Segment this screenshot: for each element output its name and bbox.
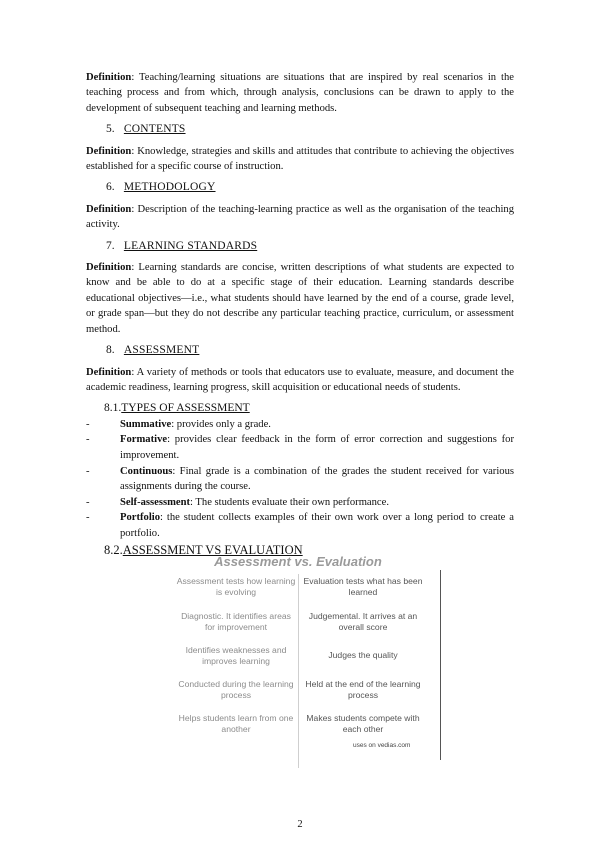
figure-border: [440, 570, 442, 760]
figure-title: Assessment vs. Evaluation: [214, 554, 382, 569]
assessment-definition: [86, 365, 514, 396]
intro-definition: [86, 70, 514, 116]
list-item: [86, 510, 514, 541]
section-title: METHODOLOGY: [123, 181, 216, 194]
definition-label: Definition: [86, 366, 132, 378]
figure-divider: [298, 574, 299, 768]
section-title: LEARNING STANDARDS: [123, 239, 258, 252]
subsection-title: TYPES OF ASSESSMENT: [121, 402, 250, 415]
assessment-type-desc: : provides only a grade.: [171, 418, 271, 430]
list-dash: -: [86, 496, 90, 508]
subsection-title: ASSESSMENT VS EVALUATION: [122, 543, 303, 558]
assessment-type-desc: : The students evaluate their own performance.: [190, 496, 389, 508]
list-item: [86, 432, 514, 463]
list-dash: -: [86, 434, 90, 446]
definition-text: : Knowledge, strategies and skills and attitudes that contribute to achieving the objectives established for a specific course of instruction.: [86, 145, 514, 173]
list-dash: -: [86, 418, 90, 430]
section-heading-methodology: [106, 180, 514, 195]
definition-label: Definition: [86, 203, 132, 215]
assessment-cell: Conducted during the learning process: [178, 679, 294, 700]
section-number: 6.: [106, 181, 115, 194]
section-number: 7.: [106, 239, 115, 252]
list-item: [86, 495, 514, 511]
assessment-types-list: [86, 417, 514, 542]
section-number: 8.: [106, 344, 115, 357]
assessment-type-term: Summative: [120, 418, 172, 430]
evaluation-cell: Judgemental. It arrives at an overall score: [308, 611, 418, 632]
list-dash: -: [86, 465, 90, 477]
assessment-type-term: Self-assessment: [120, 496, 191, 508]
list-dash: -: [86, 512, 90, 524]
definition-label: Definition: [86, 262, 132, 274]
section-heading-contents: [106, 122, 514, 137]
evaluation-cell: Makes students compete with each other: [306, 713, 420, 734]
assessment-vs-evaluation-figure: [173, 548, 441, 780]
contents-definition: [86, 144, 514, 175]
assessment-type-term: Portfolio: [120, 512, 161, 524]
subsection-number: 8.2.: [104, 543, 123, 558]
definition-text: : Learning standards are concise, written descriptions of what students are expected to know and be able to do at a specific stage of their education. Learning standards describe educational objectives—i.e., what students should have learned by the end of a course, grade level, or grade span—but they do not describe any particular teaching practice, curriculum, or assessment method.: [86, 262, 514, 335]
learning-standards-definition: [86, 260, 514, 337]
section-number: 5.: [106, 123, 115, 136]
list-item: [86, 417, 514, 433]
subsection-number: 8.1.: [104, 402, 122, 415]
assessment-type-desc: : the student collects examples of their own work over a long period to create a portfolio.: [120, 512, 514, 539]
subsection-heading-types: [104, 401, 514, 416]
assessment-cell: Assessment tests how learning is evolving: [176, 576, 296, 597]
page-number: 2: [297, 819, 303, 830]
definition-text: : Teaching/learning situations are situations that are inspired by real scenarios in the teaching process and from which, through analysis, conclusions can be drawn to apply to the development of subsequent teaching and learning methods.: [86, 72, 514, 114]
section-title: ASSESSMENT: [123, 344, 200, 357]
assessment-type-desc: : Final grade is a combination of the grades the student received for various assignments during the course.: [120, 465, 514, 493]
assessment-cell: Diagnostic. It identifies areas for improvement: [181, 611, 291, 632]
assessment-cell: Identifies weaknesses and improves learning: [185, 645, 287, 666]
definition-text: : A variety of methods or tools that educators use to evaluate, measure, and document the academic readiness, learning progress, skill acquisition or educational needs of students.: [86, 366, 514, 393]
assessment-type-term: Continuous: [120, 465, 173, 477]
evaluation-cell: Held at the end of the learning process: [305, 679, 421, 700]
definition-label: Definition: [86, 145, 132, 157]
evaluation-cell: Judges the quality: [328, 650, 398, 660]
assessment-cell: Helps students learn from one another: [178, 713, 294, 734]
methodology-definition: [86, 202, 514, 233]
definition-text: : Description of the teaching-learning practice as well as the organisation of the teaching activity.: [86, 203, 514, 231]
document-body: [86, 70, 514, 559]
evaluation-cell: Evaluation tests what has been learned: [303, 576, 423, 597]
list-item: [86, 464, 514, 495]
definition-label: Definition: [86, 72, 132, 83]
assessment-type-desc: : provides clear feedback in the form of error correction and suggestions for improvement.: [120, 434, 514, 461]
section-title: CONTENTS: [123, 123, 186, 136]
figure-source: uses on vedias.com: [353, 742, 411, 749]
section-heading-learning-standards: [106, 239, 514, 254]
assessment-type-term: Formative: [120, 434, 168, 446]
section-heading-assessment: [106, 343, 514, 358]
